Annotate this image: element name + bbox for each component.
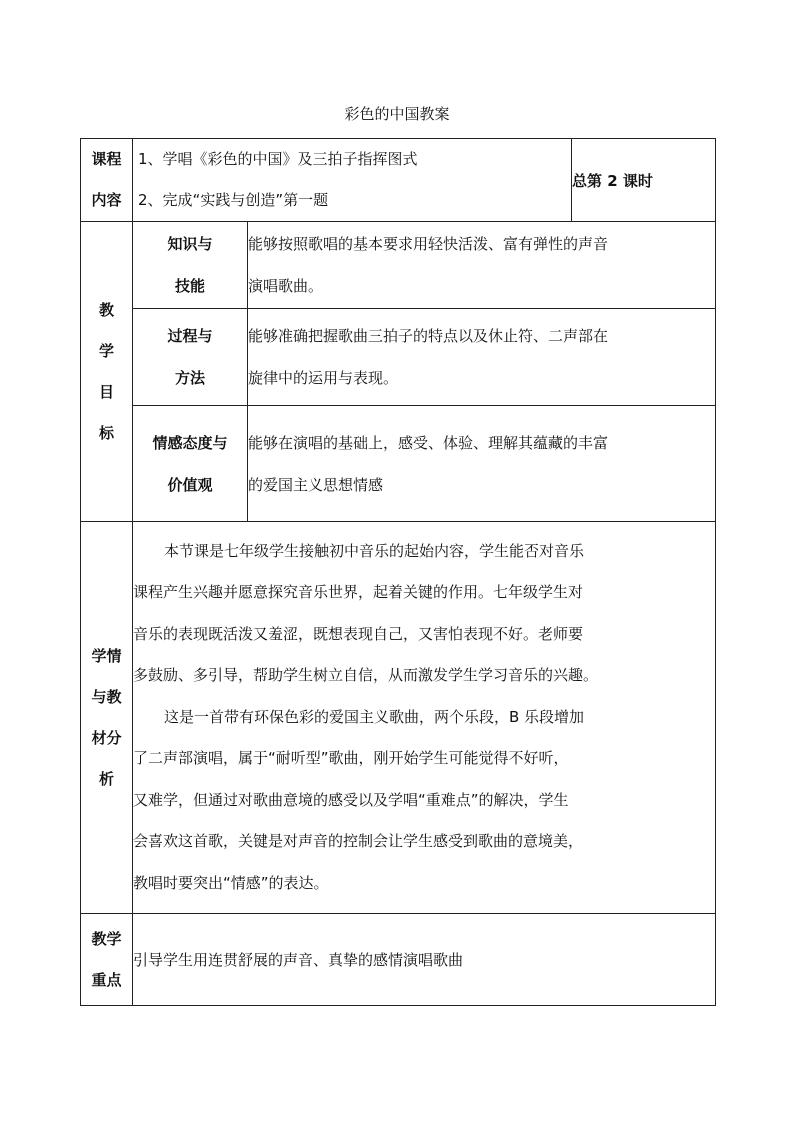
lesson-plan-table: [80, 138, 716, 1006]
analysis-paragraph-line: 会喜欢这首歌，关键是对声音的控制会让学生感受到歌曲的意境美，: [133, 832, 584, 851]
objective-label-knowledge: [133, 222, 248, 309]
focus-label: [81, 914, 133, 1006]
course-content: [133, 139, 572, 222]
objective-label-emotion: [133, 406, 248, 522]
analysis-paragraph-line: 又难学，但通过对歌曲意境的感受以及学唱“重难点”的解决，学生: [133, 790, 569, 809]
analysis-paragraph-line: 多鼓励、多引导，帮助学生树立自信，从而激发学生学习音乐的兴趣。: [133, 666, 599, 685]
objective-text-line1: 能够在演唱的基础上，感受、体验、理解其蕴藏的丰富: [248, 433, 609, 452]
objectives-label-char: 教: [98, 300, 114, 319]
objective-text-line2: 旋律中的运用与表现。: [248, 369, 399, 387]
document-title: 彩色的中国教案: [344, 105, 450, 123]
objective-label-line1: 知识与: [167, 235, 213, 253]
analysis-label-line: 与教: [91, 687, 122, 706]
analysis-paragraph-line: 本节课是七年级学生接触初中音乐的起始内容，学生能否对音乐: [164, 541, 585, 560]
analysis-paragraph-line: 音乐的表现既活泼又羞涩，既想表现自己，又害怕表现不好。老师要: [133, 624, 584, 643]
objective-row-knowledge: [81, 222, 716, 309]
objectives-label-char: 学: [98, 341, 114, 360]
analysis-paragraph-line: 教唱时要突出“情感”的表达。: [133, 873, 329, 892]
objectives-label-char: 目: [98, 382, 114, 401]
objective-label-line1: 情感态度与: [152, 433, 228, 452]
objective-label-process: [133, 309, 248, 406]
analysis-paragraph-line: 了二声部演唱，属于“耐听型”歌曲，刚开始学生可能觉得不好听，: [133, 749, 569, 768]
analysis-label-line: 材分: [91, 728, 122, 747]
analysis-paragraph-line: 课程产生兴趣并愿意探究音乐世界，起着关键的作用。七年级学生对: [133, 583, 584, 602]
objective-label-line1: 过程与: [167, 327, 213, 345]
objective-text-line1: 能够准确把握歌曲三拍子的特点以及休止符、二声部在: [248, 327, 609, 345]
focus-text: 引导学生用连贯舒展的声音、真挚的感情演唱歌曲: [133, 914, 716, 1006]
objective-text-line2: 的爱国主义思想情感: [248, 475, 384, 494]
course-label: [81, 139, 133, 222]
analysis-row: [81, 522, 716, 914]
objective-label-line2: 价值观: [167, 475, 213, 494]
course-label-line2: 内容: [91, 191, 122, 209]
analysis-content: [133, 522, 716, 914]
course-content-line2: 2、完成“实践与创造”第一题: [138, 191, 329, 209]
objective-text-line1: 能够按照歌唱的基本要求用轻快活泼、富有弹性的声音: [248, 235, 609, 253]
objective-text-process: [248, 309, 716, 406]
course-label-line1: 课程: [91, 150, 122, 168]
analysis-label-line: 析: [98, 769, 114, 788]
objective-row-emotion: [81, 406, 716, 522]
objective-text-knowledge: [248, 222, 716, 309]
total-lesson: 总第 2 课时: [572, 139, 716, 222]
focus-label-line1: 教学: [91, 929, 122, 948]
objectives-label: [81, 222, 133, 522]
objective-label-line2: 方法: [174, 369, 205, 387]
focus-row: [81, 914, 716, 1006]
objectives-label-char: 标: [98, 423, 114, 442]
objective-row-process: [81, 309, 716, 406]
focus-label-line2: 重点: [91, 970, 122, 989]
analysis-paragraph-line: 这是一首带有环保色彩的爱国主义歌曲，两个乐段，B 乐段增加: [164, 707, 585, 726]
course-content-line1: 1、学唱《彩色的中国》及三拍子指挥图式: [138, 150, 418, 168]
analysis-label-line: 学情: [91, 646, 122, 665]
course-row: [81, 139, 716, 222]
objective-label-line2: 技能: [174, 277, 205, 295]
analysis-label: [81, 522, 133, 914]
objective-text-line2: 演唱歌曲。: [248, 277, 324, 295]
objective-text-emotion: [248, 406, 716, 522]
